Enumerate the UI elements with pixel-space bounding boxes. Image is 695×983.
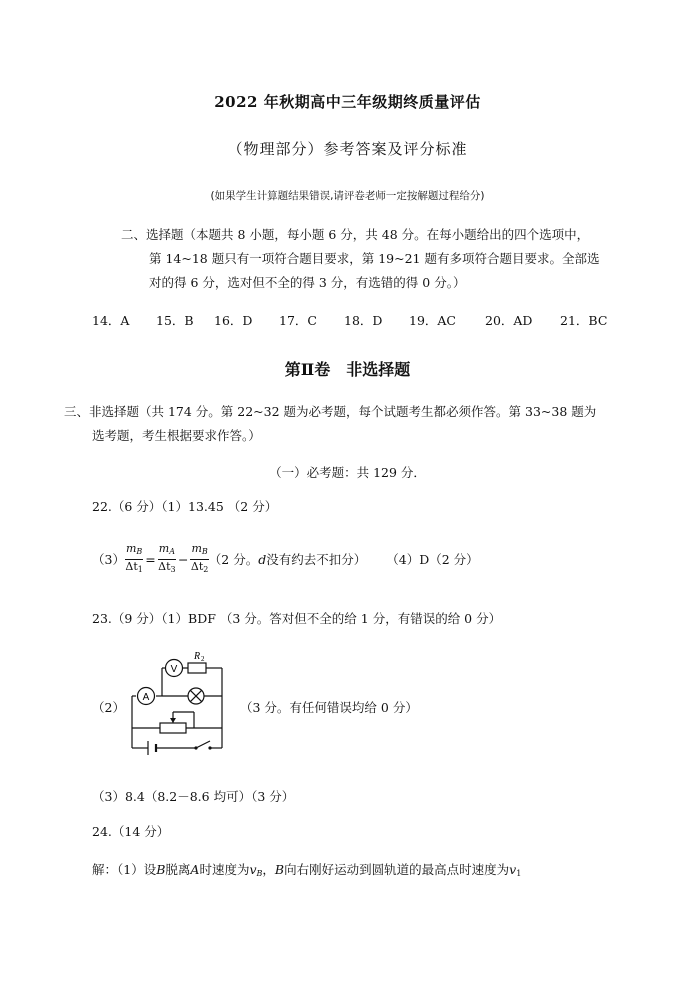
fraction-mb-dt2: $\frac{m_B}{\Delta t_2}$ (190, 542, 209, 574)
q23-part3: （3）8.4（8.2－8.6 均可）（3 分） (92, 789, 295, 804)
q22-line1: 22.（6 分）（1）13.45 （2 分） (92, 499, 278, 514)
svg-text:V: V (170, 664, 178, 675)
ammeter (138, 688, 155, 705)
section2-line2: 第 14~18 题只有一项符合题目要求，第 19~21 题有多项符合题目要求。全部选 (149, 251, 600, 266)
q23-part2-label: （2） (92, 700, 125, 715)
answer-15: 15．B (156, 313, 194, 328)
svg-text:R: R (194, 651, 201, 662)
answer-20: 20．AD (485, 313, 533, 328)
q24-line1: 24.（14 分） (92, 824, 170, 839)
section2-line1: 二、选择题（本题共 8 小题，每小题 6 分，共 48 分。在每小题给出的四个选项中， (121, 227, 590, 242)
q22-part4: （4）D（2 分） (386, 551, 479, 567)
part2-title: 第Ⅱ卷 非选择题 (284, 360, 411, 379)
svg-text:2: 2 (201, 655, 205, 663)
answer-row (92, 310, 607, 329)
voltmeter (166, 660, 183, 677)
q22-part3: （3） $\frac{m_B}{\Delta t_1}$ = $\frac{m_A}{\Delta t_3}$ − $\frac{m_B}{\Delta t_2}$ （2 分。 d 没有约去不扣分） （4）D（2 分） (92, 542, 479, 577)
lamp-icon (188, 688, 204, 704)
q23-line1: 23.（9 分）（1）BDF （3 分。答对但不全的给 1 分，有错误的给 0 分） (92, 611, 502, 626)
battery-icon (148, 741, 156, 755)
fraction-mb-dt1: $\frac{m_B}{\Delta t_1}$ (125, 542, 143, 574)
answer-19: 19．AC (409, 313, 456, 328)
switch-icon (194, 741, 211, 750)
circuit-diagram (124, 648, 230, 764)
answer-14: 14．A (92, 313, 130, 328)
rheostat (160, 718, 186, 733)
section2-line3: 对的得 6 分，选对但不全的得 3 分，有选错的得 0 分。） (149, 275, 466, 290)
answer-16: 16．D (214, 313, 253, 328)
q23-part2-note: （3 分。有任何错误均给 0 分） (240, 700, 418, 715)
fraction-ma-dt3: $\frac{m_A}{\Delta t_3}$ (158, 542, 176, 574)
answer-17: 17．C (279, 313, 317, 328)
resistor-r2 (188, 651, 206, 673)
section3-line1: 三、非选择题（共 174 分。第 22~32 题为必考题，每个试题考生都必须作答。第 33~38 题为 (64, 404, 597, 419)
answer-18: 18．D (344, 313, 383, 328)
svg-text:A: A (142, 692, 150, 703)
q24-solution: 解：（1）设B脱离A时速度为$v_B$，B向右刚好运动到圆轨道的最高点时速度为$v_1$ (92, 862, 522, 878)
required-questions-heading: （一）必考题：共 129 分． (269, 465, 426, 480)
section3-line2: 选考题，考生根据要求作答。） (92, 428, 261, 443)
answer-21: 21．BC (560, 313, 608, 328)
page-subtitle: （物理部分）参考答案及评分标准 (227, 140, 468, 158)
page-title: 2022 年秋期高中三年级期终质量评估 (214, 93, 481, 111)
grading-note: (如果学生计算题结果错误,请评卷老师一定按解题过程给分) (210, 190, 485, 202)
